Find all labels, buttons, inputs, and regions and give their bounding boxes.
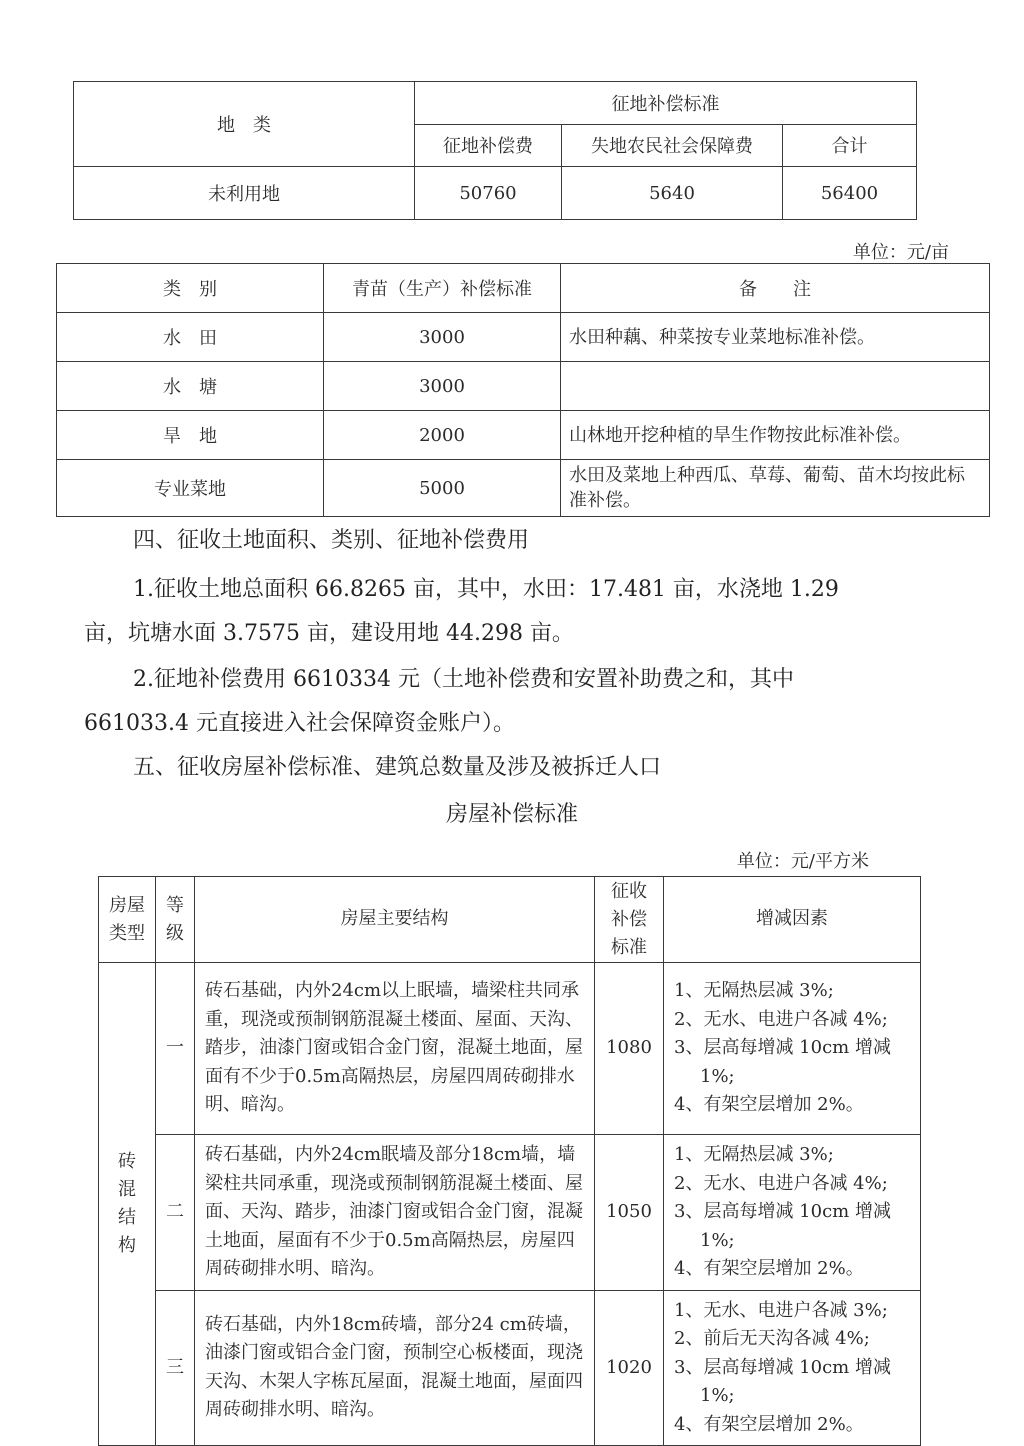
cell-category: 水 田: [57, 313, 324, 362]
cell-standard: 2000: [324, 411, 561, 460]
cell-house-type: [99, 963, 156, 1446]
header-grade: [156, 877, 195, 963]
house-compensation-table: [98, 876, 921, 1446]
factor-item: 1、无隔热层减 3%;: [674, 1144, 834, 1165]
factor-item: 1、无水、电进户各减 3%;: [674, 1299, 888, 1321]
cell-standard: 3000: [324, 313, 561, 362]
header-category: 类 别: [57, 264, 324, 313]
cell-factors: [664, 1135, 921, 1291]
house-table-unit: 单位：元/平方米: [736, 851, 869, 872]
header-house-type-label: 房屋类型: [108, 894, 145, 944]
cell-grade: 二: [156, 1135, 195, 1291]
cell-compensation-fee: 50760: [415, 167, 562, 220]
section-5-heading: 五、征收房屋补偿标准、建筑总数量及涉及被拆迁人口: [133, 755, 662, 780]
cell-total: 56400: [783, 167, 917, 220]
header-compensation-standard: 征地补偿标准: [415, 82, 917, 125]
table-row: [57, 362, 990, 411]
header-note: 备 注: [561, 264, 990, 313]
cell-note: [561, 362, 990, 411]
header-land-type: 地 类: [74, 82, 415, 167]
cell-grade: 一: [156, 963, 195, 1135]
header-structure: 房屋主要结构: [195, 877, 595, 963]
header-social-security-fee: 失地农民社会保障费: [562, 124, 783, 167]
header-total: 合计: [783, 124, 917, 167]
cell-category: 旱 地: [57, 411, 324, 460]
factor-item: 3、层高每增减 10cm 增减 1%;: [674, 1356, 891, 1406]
cell-note: 水田种藕、种菜按专业菜地标准补偿。: [561, 313, 990, 362]
cell-category: 专业菜地: [57, 460, 324, 517]
factor-item: 2、无水、电进户各减 4%;: [674, 1008, 888, 1030]
compensation-cost-paragraph-line2: 661033.4 元直接进入社会保障资金账户）。: [84, 711, 515, 736]
table-row: [57, 460, 990, 517]
header-grade-label: 等级: [166, 894, 184, 944]
cell-category: 水 塘: [57, 362, 324, 411]
cell-standard: 1080: [595, 963, 664, 1135]
factor-item: 2、前后无天沟各减 4%;: [674, 1328, 870, 1349]
table-row: [57, 411, 990, 460]
cell-structure: 砖石基础，内外24cm以上眠墙，墙梁柱共同承重，现浇或预制钢筋混凝土楼面、屋面、天沟、踏步，油漆门窗或铝合金门窗，混凝土地面，屋面有不少于0.5m高隔热层，房屋四周砖砌排水明、暗沟。: [195, 963, 595, 1135]
section-4-heading: 四、征收土地面积、类别、征地补偿费用: [133, 528, 530, 553]
table-row: [57, 313, 990, 362]
cell-standard: 1050: [595, 1135, 664, 1291]
factor-item: 4、有架空层增加 2%。: [674, 1258, 864, 1279]
header-factors: 增减因素: [664, 877, 921, 963]
header-crop-standard: 青苗（生产）补偿标准: [324, 264, 561, 313]
cell-factors: [664, 1290, 921, 1446]
land-area-paragraph-line1: 1.征收土地总面积 66.8265 亩，其中，水田：17.481 亩，水浇地 1.29: [133, 577, 839, 602]
cell-standard: 3000: [324, 362, 561, 411]
cell-structure: 砖石基础，内外24cm眠墙及部分18cm墙，墙梁柱共同承重，现浇或预制钢筋混凝土楼面、屋面、天沟、踏步，油漆门窗或铝合金门窗，混凝土地面，屋面有不少于0.5m高隔热层，房屋四周砖砌排水明、暗沟。: [195, 1135, 595, 1291]
header-standard: [595, 877, 664, 963]
house-type-label: 砖混结构: [118, 1150, 136, 1256]
factor-item: 4、有架空层增加 2%。: [674, 1094, 864, 1116]
factor-item: 2、无水、电进户各减 4%;: [674, 1172, 888, 1194]
cell-grade: 三: [156, 1290, 195, 1446]
header-compensation-fee: 征地补偿费: [415, 124, 562, 167]
cell-factors: [664, 963, 921, 1135]
cell-structure: 砖石基础，内外18cm砖墙，部分24 cm砖墙，油漆门窗或铝合金门窗，预制空心板楼面，现浇天沟、木架人字栋瓦屋面，混凝土地面，屋面四周砖砌排水明、暗沟。: [195, 1290, 595, 1446]
crop-compensation-table: [56, 263, 990, 517]
table-row: [99, 963, 921, 1135]
cell-standard: 5000: [324, 460, 561, 517]
cell-note: 水田及菜地上种西瓜、草莓、葡萄、苗木均按此标准补偿。: [561, 460, 990, 517]
cell-note: 山林地开挖种植的旱生作物按此标准补偿。: [561, 411, 990, 460]
table-row: [74, 167, 917, 220]
cell-standard: 1020: [595, 1290, 664, 1446]
compensation-cost-paragraph-line1: 2.征地补偿费用 6610334 元（土地补偿费和安置补助费之和，其中: [133, 667, 794, 692]
land-compensation-table: [73, 81, 917, 220]
land-area-paragraph-line2: 亩，坑塘水面 3.7575 亩，建设用地 44.298 亩。: [84, 621, 574, 646]
header-house-type: [99, 877, 156, 963]
factor-item: 3、层高每增减 10cm 增减 1%;: [674, 1201, 891, 1251]
table-row: [99, 1290, 921, 1446]
header-standard-label: 征收补偿标准: [610, 880, 647, 958]
crop-table-unit: 单位：元/亩: [852, 242, 949, 263]
factor-item: 3、层高每增减 10cm 增减 1%;: [674, 1037, 891, 1087]
table-row: [99, 1135, 921, 1291]
cell-social-security-fee: 5640: [562, 167, 783, 220]
factor-item: 1、无隔热层减 3%;: [674, 980, 834, 1002]
cell-land-type: 未利用地: [74, 167, 415, 220]
house-table-title: 房屋补偿标准: [445, 802, 578, 827]
factor-item: 4、有架空层增加 2%。: [674, 1413, 864, 1435]
